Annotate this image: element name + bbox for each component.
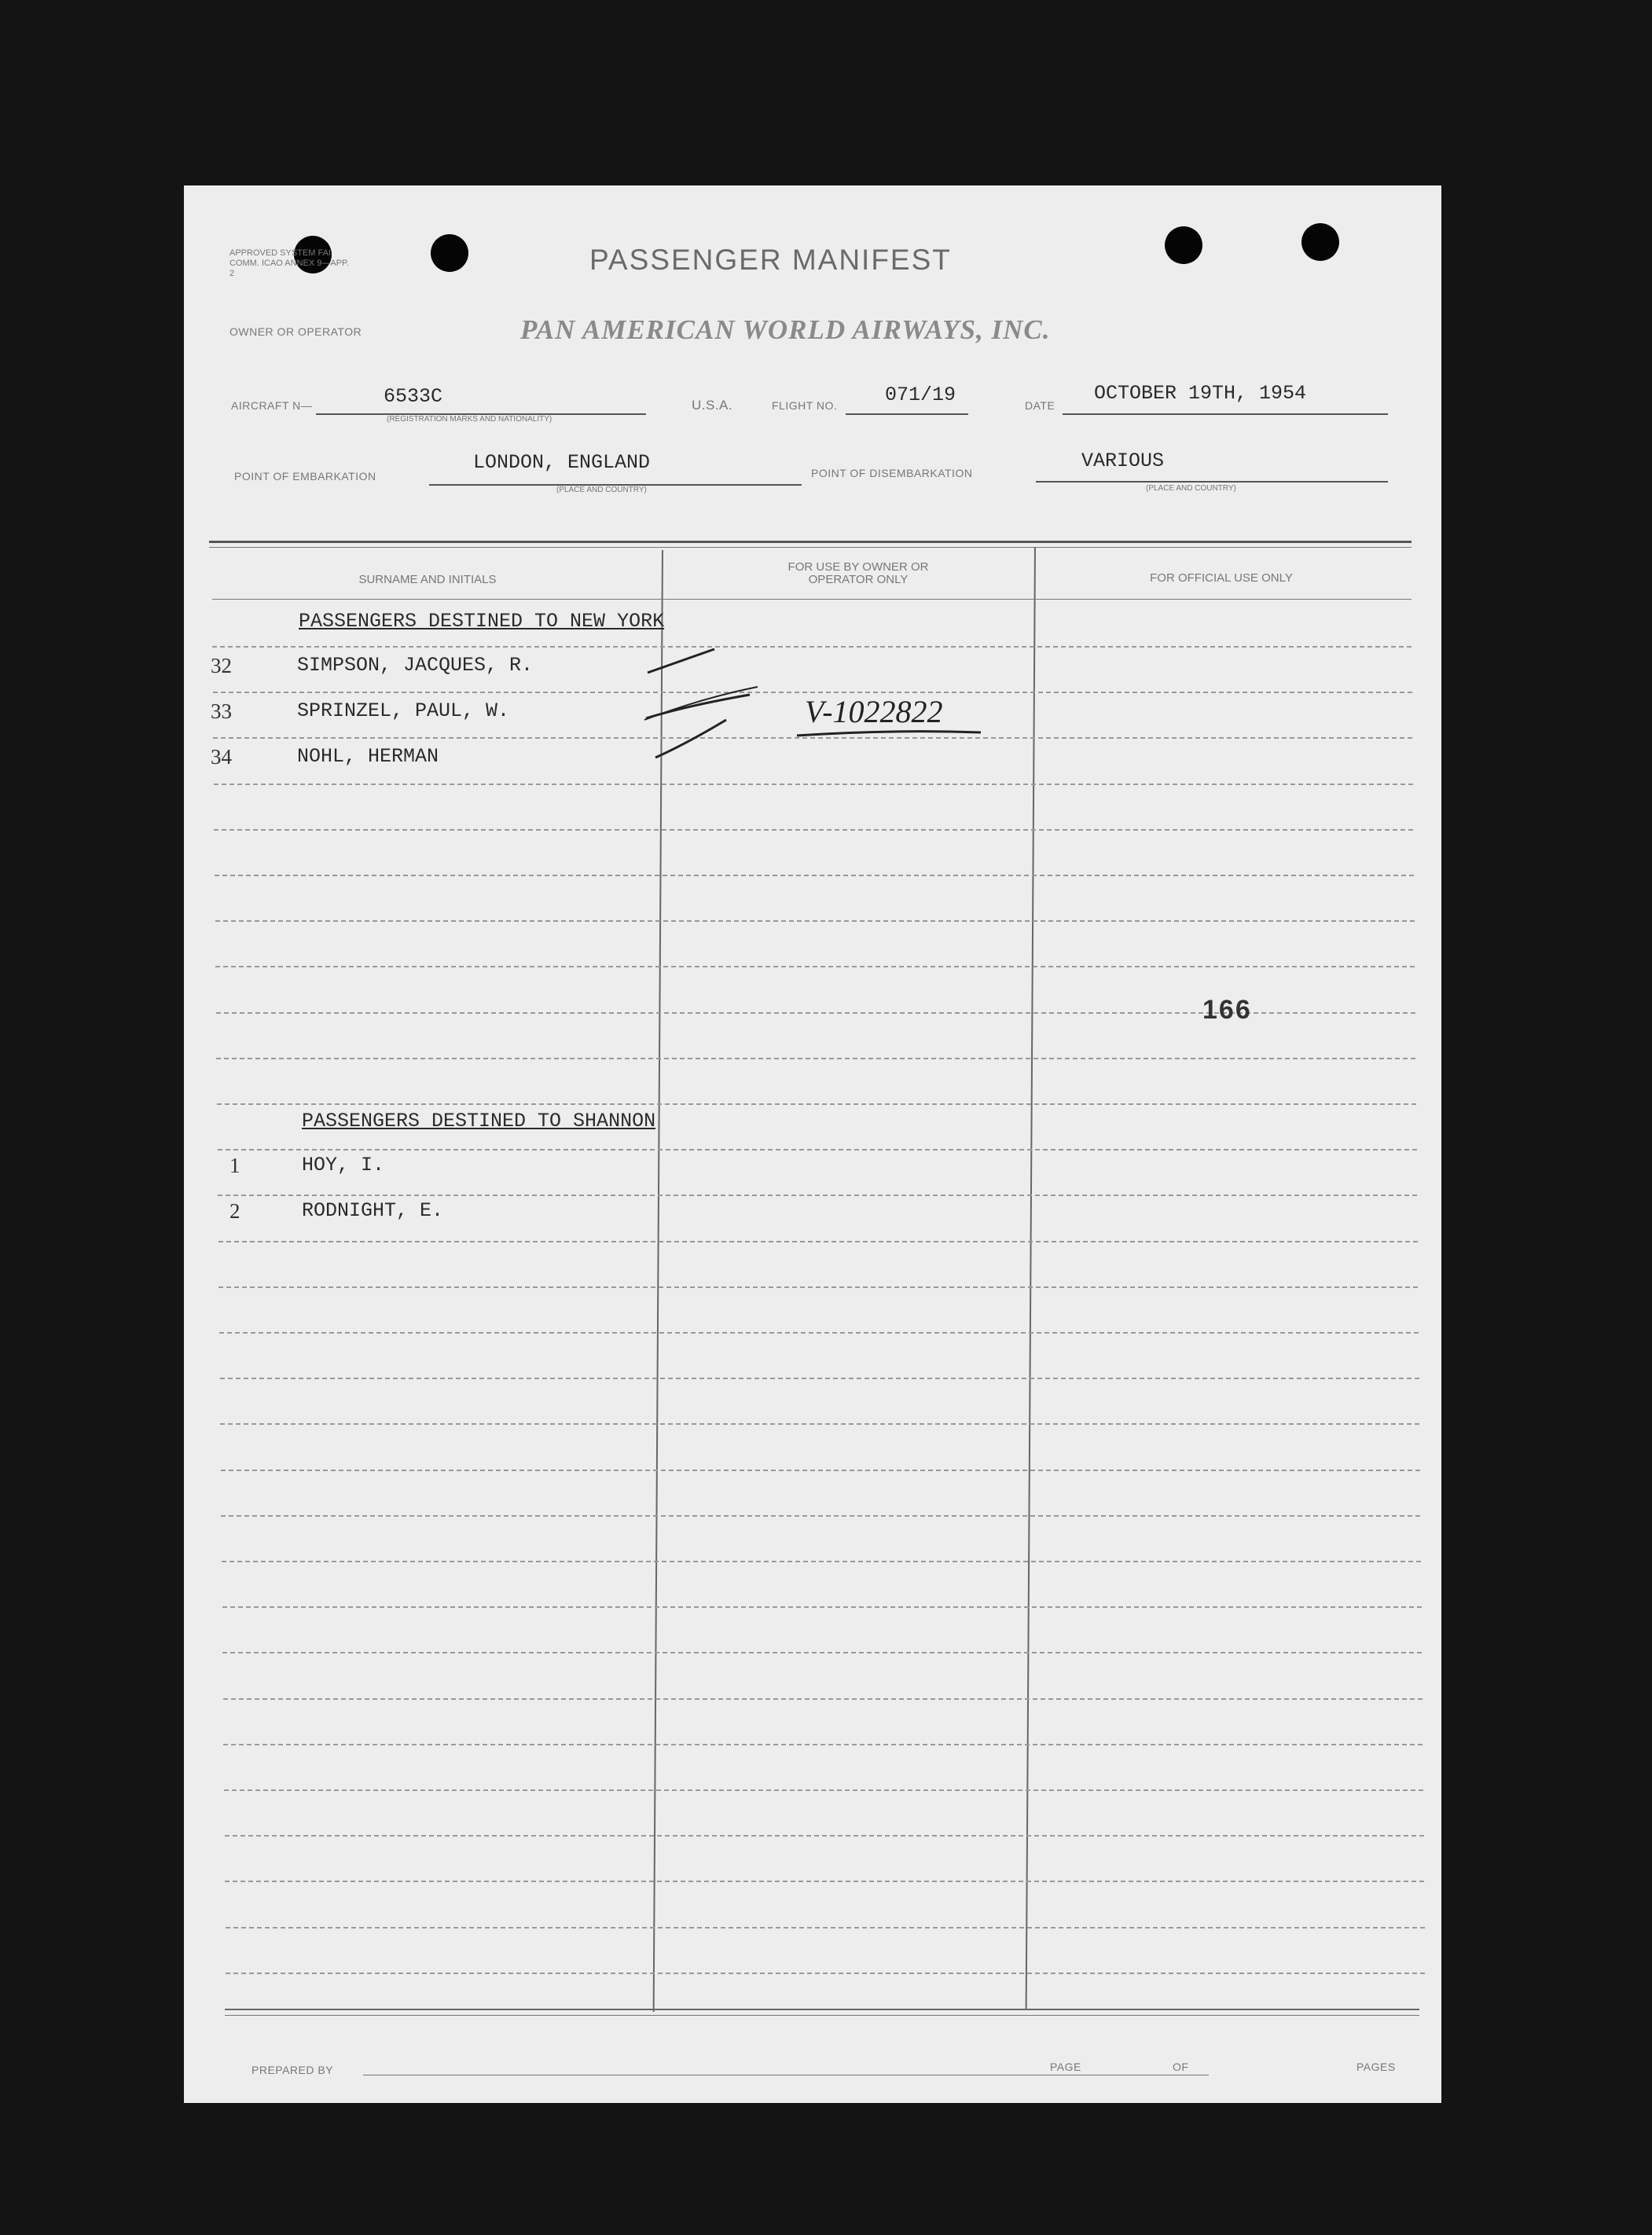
ruled-line: [223, 1744, 1423, 1745]
aircraft-sublabel: (REGISTRATION MARKS AND NATIONALITY): [387, 415, 553, 424]
passenger-number: 2: [229, 1199, 240, 1223]
ruled-line: [215, 920, 1415, 922]
ruled-line: [214, 784, 1413, 785]
ruled-line: [218, 1286, 1418, 1288]
check-marks: [640, 641, 828, 783]
passenger-number: 33: [211, 699, 232, 723]
passenger-number: 32: [211, 654, 232, 677]
ruled-line: [214, 829, 1413, 831]
date-value: OCTOBER 19TH, 1954: [1094, 382, 1307, 405]
group-heading-new-york: PASSENGERS DESTINED TO NEW YORK: [299, 610, 665, 633]
embarkation-value: LONDON, ENGLAND: [473, 451, 651, 474]
ruled-line: [226, 1973, 1425, 1974]
ruled-line: [221, 1515, 1420, 1517]
ruled-line: [222, 1652, 1422, 1653]
passenger-name: SPRINZEL, PAUL, W.: [297, 699, 510, 722]
ruled-line: [215, 966, 1415, 967]
ruled-line: [218, 1149, 1417, 1151]
date-label: DATE: [1025, 399, 1055, 412]
owner-label: OWNER OR OPERATOR: [229, 325, 362, 338]
ruled-line: [226, 1927, 1425, 1929]
owner-note-underline: [797, 728, 986, 743]
ruled-line: [215, 875, 1414, 876]
ruled-line: [225, 1835, 1424, 1837]
disembarkation-label: POINT OF DISEMBARKATION: [811, 467, 973, 479]
aircraft-label: AIRCRAFT N—: [231, 399, 313, 412]
column-header-surname: SURNAME AND INITIALS: [358, 573, 497, 586]
ruled-line: [222, 1606, 1422, 1608]
passenger-name: NOHL, HERMAN: [297, 745, 439, 768]
owner-value: PAN AMERICAN WORLD AIRWAYS, INC.: [520, 314, 1051, 345]
aircraft-value: 6533C: [384, 385, 443, 408]
ruled-line: [217, 1103, 1416, 1105]
embarkation-label: POINT OF EMBARKATION: [234, 470, 376, 483]
ruled-line: [216, 1058, 1415, 1059]
nationality: U.S.A.: [692, 398, 733, 413]
group-heading-shannon: PASSENGERS DESTINED TO SHANNON: [302, 1110, 656, 1132]
official-stamp: 166: [1202, 995, 1252, 1025]
column-header-owner-use: FOR USE BY OWNER OR OPERATOR ONLY: [787, 560, 929, 586]
page-label: PAGE: [1047, 2061, 1085, 2073]
column-header-official-use: FOR OFFICIAL USE ONLY: [1150, 571, 1293, 585]
pages-label: PAGES: [1353, 2061, 1399, 2073]
disembarkation-sublabel: (PLACE AND COUNTRY): [1146, 484, 1236, 493]
manifest-sheet: [184, 185, 1441, 2103]
page-title: PASSENGER MANIFEST: [589, 244, 952, 276]
embarkation-sublabel: (PLACE AND COUNTRY): [556, 486, 647, 494]
ruled-line: [225, 1881, 1424, 1882]
of-label: OF: [1169, 2061, 1191, 2073]
passenger-name: SIMPSON, JACQUES, R.: [297, 654, 534, 677]
passenger-number: 34: [211, 745, 232, 769]
ruled-line: [224, 1789, 1423, 1791]
ruled-line: [223, 1698, 1423, 1700]
ruled-line: [220, 1423, 1419, 1425]
passenger-number: 1: [229, 1154, 240, 1177]
passenger-name: RODNIGHT, E.: [302, 1199, 444, 1222]
ruled-line: [221, 1470, 1420, 1471]
punch-hole: [431, 234, 468, 272]
punch-hole: [1165, 226, 1202, 264]
approval-note: APPROVED SYSTEM FAI COMM. ICAO ANNEX 9—APP. 2: [229, 248, 350, 278]
owner-note-handwritten: V-1022822: [805, 694, 943, 729]
flight-label: FLIGHT NO.: [772, 399, 838, 412]
flight-value: 071/19: [885, 384, 956, 406]
prepared-by-label: PREPARED BY: [251, 2064, 334, 2076]
ruled-line: [219, 1332, 1419, 1334]
ruled-line: [218, 1241, 1418, 1242]
ruled-line: [220, 1378, 1419, 1379]
punch-hole: [1301, 223, 1339, 261]
ruled-line: [218, 1195, 1417, 1196]
ruled-line: [222, 1561, 1421, 1562]
passenger-name: HOY, I.: [302, 1154, 385, 1176]
disembarkation-value: VARIOUS: [1081, 450, 1165, 472]
